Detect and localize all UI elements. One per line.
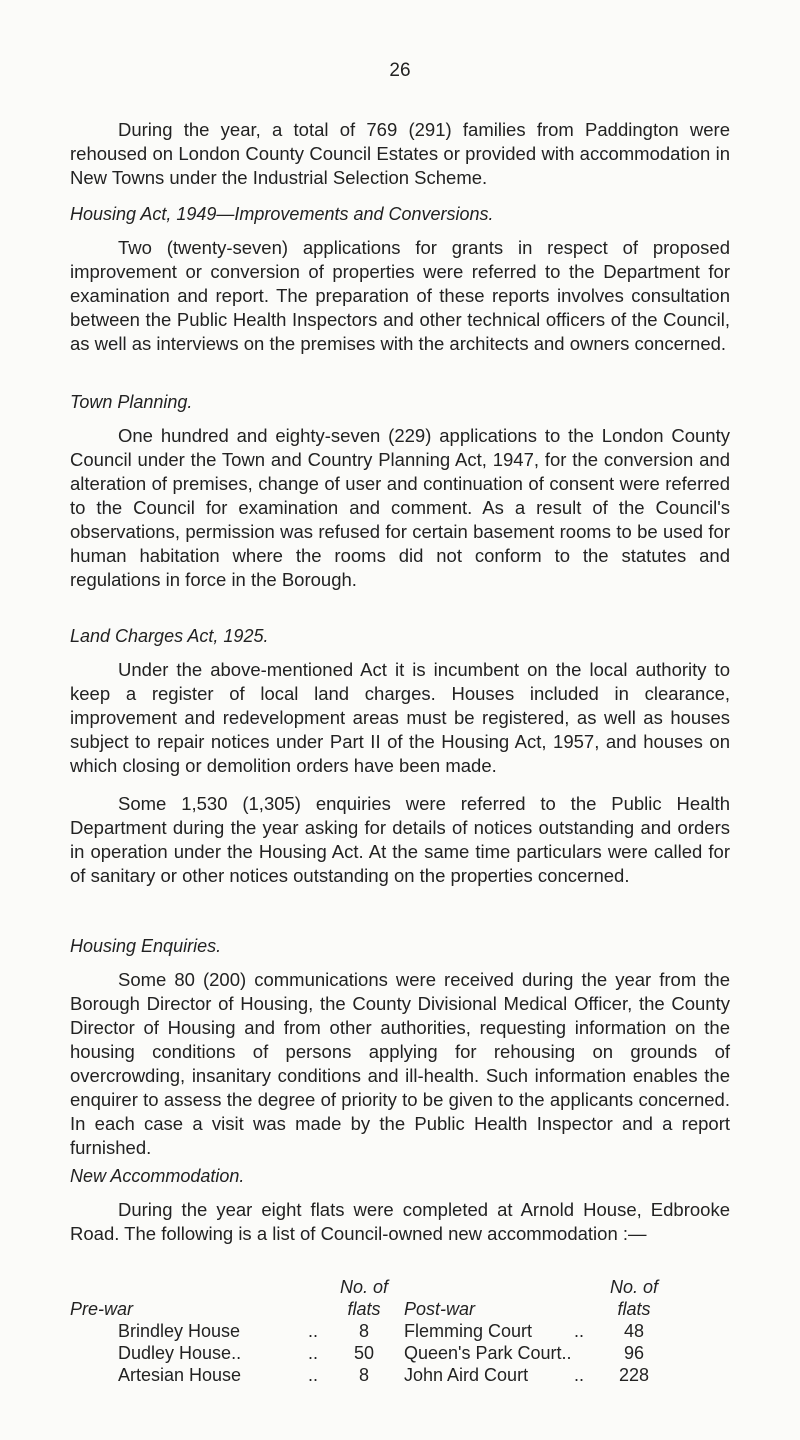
section-land-charges (70, 624, 730, 888)
col-flats: flats (347, 1299, 381, 1319)
section-paragraph: One hundred and eighty-seven (229) applications to the London County Council under the Town and Country Planning Act, 1947, for the conversion and alteration of premises, change of user and continuation of consent were referred to the Council for examination and comment. As a result of the Council's observations, permission was refused for certain basement rooms to be used for human habitation where the rooms did not conform to the statutes and regulations in force in the Borough. (70, 425, 730, 590)
section-heading: Housing Enquiries. (70, 936, 222, 956)
section-heading: Housing Act, 1949—Improvements and Conversions. (70, 204, 494, 224)
section-paragraph: Some 1,530 (1,305) enquiries were referred to the Public Health Department during the year asking for details of notices outstanding and orders in operation under the Housing Act. At the same time particulars were called for of sanitary or other notices outstanding on the properties concerned. (70, 793, 730, 886)
section-paragraph: Some 80 (200) communications were received during the year from the Borough Director of Housing, the County Divisional Medical Officer, the County Director of Housing and from other authorities, requesting information on the housing conditions of persons applying for rehousing on grounds of overcrowding, insanitary conditions and ill-health. Such information enables the enquirer to assess the degree of priority to be given to the applicants concerned. In each case a visit was made by the Public Health Inspector and a report furnished. (70, 969, 730, 1158)
table-row: Dudley House.. .. 50 Queen's Park Court.. 96 (118, 1343, 645, 1363)
section-heading: New Accommodation. (70, 1166, 245, 1186)
col-prewar: Pre-war (70, 1299, 134, 1319)
col-no-of: No. of (339, 1277, 389, 1297)
col-flats: flats (617, 1299, 651, 1319)
page-number: 26 (389, 60, 411, 81)
table-header-row (70, 1298, 664, 1320)
section-town-planning (70, 390, 730, 592)
accommodation-table (70, 1276, 730, 1386)
section-improvements (70, 202, 730, 356)
section-housing-enquiries (70, 934, 730, 1160)
table-row: Artesian House .. 8 John Aird Court .. 228 (118, 1365, 650, 1385)
section-paragraph: Two (twenty-seven) applications for grants in respect of proposed improvement or conversion of properties were referred to the Department for examination and report. The preparation of these reports involves consultation between the Public Health Inspectors and other technical officers of the Council, as well as interviews on the premises with the architects and owners concerned. (70, 237, 730, 354)
intro-paragraph: During the year, a total of 769 (291) families from Paddington were rehoused on London County Council Estates or provided with accommodation in New Towns under the Industrial Selection Scheme. (70, 119, 730, 188)
section-paragraph: During the year eight flats were completed at Arnold House, Edbrooke Road. The following is a list of Council-owned new accommodation :— (70, 1199, 730, 1244)
section-paragraph: Under the above-mentioned Act it is incumbent on the local authority to keep a register of local land charges. Houses included in clearance, improvement and redevelopment areas must be registered, as well as houses subject to repair notices under Part II of the Housing Act, 1957, and houses on which closing or demolition orders have been made. (70, 659, 730, 776)
section-new-accommodation (70, 1164, 730, 1246)
col-postwar: Post-war (404, 1299, 476, 1319)
table-header-row (70, 1276, 664, 1298)
table-row: Brindley House .. 8 Flemming Court .. 48 (118, 1321, 645, 1341)
section-heading: Land Charges Act, 1925. (70, 626, 269, 646)
section-heading: Town Planning. (70, 392, 193, 412)
col-no-of: No. of (609, 1277, 659, 1297)
intro-block (70, 118, 730, 190)
